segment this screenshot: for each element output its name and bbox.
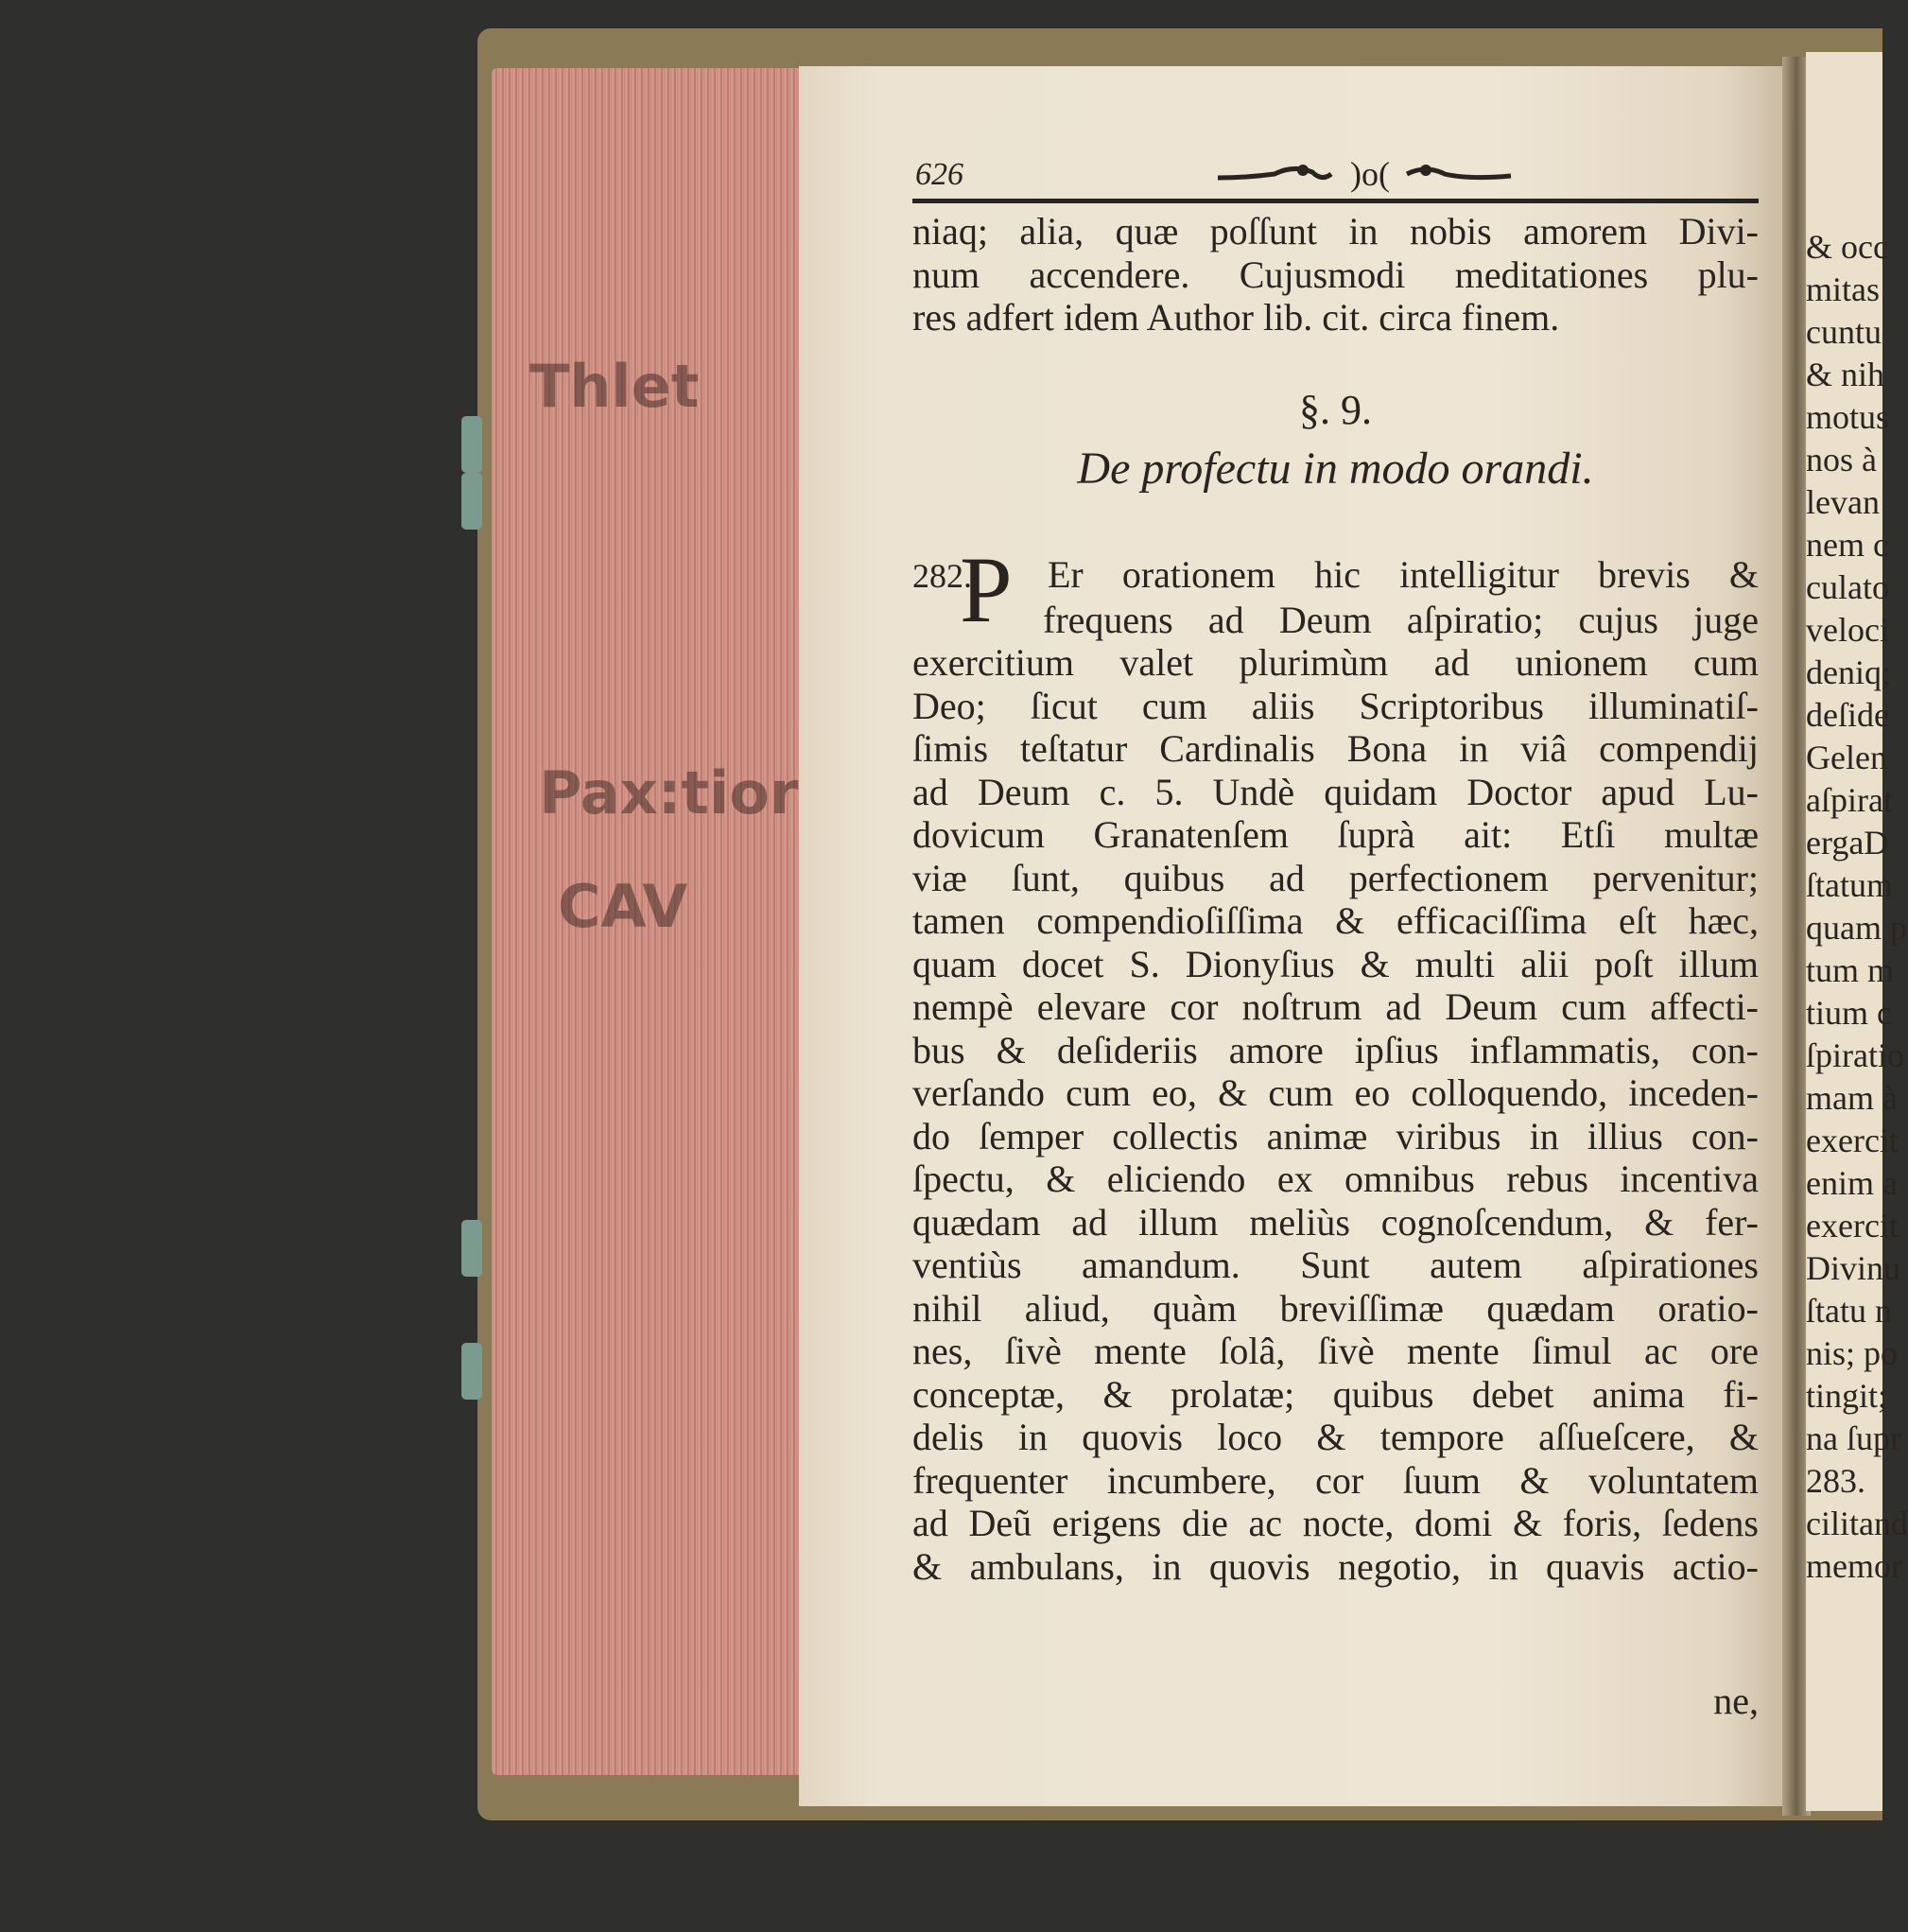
- right-page-line-fragment: ſtatum: [1806, 866, 1893, 904]
- paragraph-line: & ambulans, in quovis negotio, in quavis actio-: [912, 1544, 1759, 1588]
- paragraph-line: ſimis teſtatur Cardinalis Bona in viâ compendij: [912, 727, 1759, 770]
- right-page-line-fragment: tingit;: [1806, 1377, 1888, 1415]
- drop-capital: P: [960, 537, 1013, 642]
- clasp-lower-middle: [461, 1220, 482, 1277]
- right-page-line-fragment: nem c: [1806, 526, 1888, 564]
- text-line: num accendere. Cujusmodi meditationes plu-: [912, 252, 1759, 296]
- right-page-line-fragment: mam à: [1806, 1079, 1898, 1117]
- paragraph-line: verſando cum eo, & cum eo colloquendo, inceden-: [912, 1071, 1759, 1114]
- right-page-line-fragment: & occ: [1806, 228, 1888, 266]
- right-page-line-fragment: memor: [1806, 1547, 1902, 1585]
- paragraph-line: frequenter incumbere, cor ſuum & voluntatem: [912, 1458, 1759, 1502]
- right-page-line-fragment: nis; po: [1806, 1334, 1899, 1372]
- paragraph-line: quædam ad illum meliùs cognoſcendum, & fer-: [912, 1200, 1759, 1244]
- right-page-line-fragment: cilitand: [1806, 1505, 1908, 1542]
- paragraph-line: do ſemper collectis animæ viribus in illius con-: [912, 1114, 1759, 1157]
- page-number: 626: [915, 157, 963, 192]
- paragraph-line: viæ ſunt, quibus ad perfectionem pervenitur;: [912, 856, 1759, 899]
- right-page-line-fragment: quam p: [1806, 909, 1907, 947]
- right-page-line-fragment: cuntu: [1806, 313, 1882, 351]
- paragraph-line: ſpectu, & eliciendo ex omnibus rebus incentiva: [912, 1157, 1759, 1200]
- paragraph-line: quam docet S. Dionyſius & multi alii poſt illum: [912, 942, 1759, 985]
- paragraph-line: nes, ſivè mente ſolâ, ſivè mente ſimul ac ore: [912, 1330, 1759, 1372]
- right-page-line-fragment: ſpiratio: [1806, 1036, 1904, 1074]
- paragraph-first-line-text: Er orationem hic intelligitur brevis &: [1048, 553, 1759, 596]
- text-line: res adfert idem Author lib. cit. circa finem.: [912, 296, 1560, 339]
- paragraph-number: 282.: [912, 557, 972, 595]
- right-page-line-fragment: motus: [1806, 398, 1890, 436]
- right-page-line-fragment: deſide: [1806, 696, 1889, 734]
- right-page-line-fragment: 283.: [1806, 1462, 1865, 1500]
- right-page-line-fragment: aſpirat: [1806, 781, 1893, 819]
- right-page-line-fragment: levan: [1806, 483, 1880, 521]
- paragraph-line: delis in quovis loco & tempore aſſueſcere, &: [912, 1416, 1759, 1458]
- right-page-line-fragment: tium c: [1806, 994, 1892, 1032]
- fore-edge-mark: Pax:tior: [539, 758, 799, 827]
- paragraph-line: ad Deum c. 5. Undè quidam Doctor apud Lu-: [912, 770, 1759, 813]
- fore-edge: [492, 68, 804, 1775]
- paragraph-line: dovicum Granatenſem ſuprà ait: Etſi multæ: [912, 813, 1759, 856]
- clasp-upper-middle: [461, 473, 482, 530]
- right-page-line-fragment: veloci: [1806, 611, 1889, 649]
- right-page-line-fragment: nos à: [1806, 441, 1877, 479]
- paragraph-line: frequens ad Deum aſpiratio; cujus juge: [1043, 598, 1759, 641]
- right-page-line-fragment: na ſupr: [1806, 1419, 1901, 1457]
- top-text-block: [912, 210, 1759, 339]
- section-title: De profectu in modo orandi.: [1077, 444, 1594, 494]
- paragraph-line: nempè elevare cor noſtrum ad Deum cum affecti-: [912, 985, 1759, 1028]
- right-page-line-fragment: culato: [1806, 568, 1889, 606]
- right-page-line-fragment: Divinu: [1806, 1249, 1901, 1287]
- catchword: ne,: [1713, 1680, 1759, 1722]
- paragraph-line: conceptæ, & prolatæ; quibus debet anima fi-: [912, 1372, 1759, 1416]
- right-page-line-fragment: ſtatu n: [1806, 1292, 1892, 1330]
- clasp-top: [461, 416, 482, 473]
- paragraph-line: ventiùs amandum. Sunt autem aſpirationes: [912, 1244, 1759, 1286]
- right-page-line-fragment: deniq;: [1806, 653, 1891, 691]
- right-page-fragment: [1806, 52, 1908, 1811]
- right-page-line-fragment: & nih: [1806, 356, 1885, 393]
- paragraph-line: exercitium valet plurimùm ad unionem cum: [912, 641, 1759, 684]
- paragraph-line: nihil aliud, quàm breviſſimæ quædam oratio-: [912, 1286, 1759, 1330]
- right-page-line-fragment: exercit: [1806, 1122, 1899, 1159]
- clasp-bottom: [461, 1343, 482, 1400]
- right-page-line-fragment: Gelen: [1806, 739, 1887, 776]
- text-line: niaq; alia, quæ poſſunt in nobis amorem Divi-: [912, 210, 1759, 252]
- paragraph-line: bus & deſideriis amore ipſius inflammatis, con-: [912, 1028, 1759, 1071]
- paragraph-line: Deo; ſicut cum aliis Scriptoribus illuminatiſ-: [912, 684, 1759, 727]
- paragraph-first-line: [912, 553, 1759, 599]
- ornament-text: )o(: [1350, 155, 1390, 193]
- header-ornament: [1208, 155, 1520, 193]
- right-page-line-fragment: enim a: [1806, 1164, 1898, 1202]
- right-page-line-fragment: tum m: [1806, 951, 1895, 989]
- paragraph-282: [912, 537, 1759, 1588]
- paragraph-line: tamen compendioſiſſima & efficaciſſima eſt hæc,: [912, 899, 1759, 942]
- header-rule: [912, 199, 1759, 203]
- right-page-line-fragment: mitas: [1806, 270, 1880, 308]
- paragraph-line: ad Deũ erigens die ac nocte, domi & foris, ſedens: [912, 1502, 1759, 1544]
- fore-edge-mark: Thlet: [529, 352, 700, 421]
- right-page-line-fragment: exercit: [1806, 1207, 1899, 1244]
- fore-edge-mark: CAV: [558, 872, 688, 941]
- section-number: §. 9.: [1299, 387, 1372, 433]
- right-page-line-fragment: ergaD: [1806, 824, 1889, 862]
